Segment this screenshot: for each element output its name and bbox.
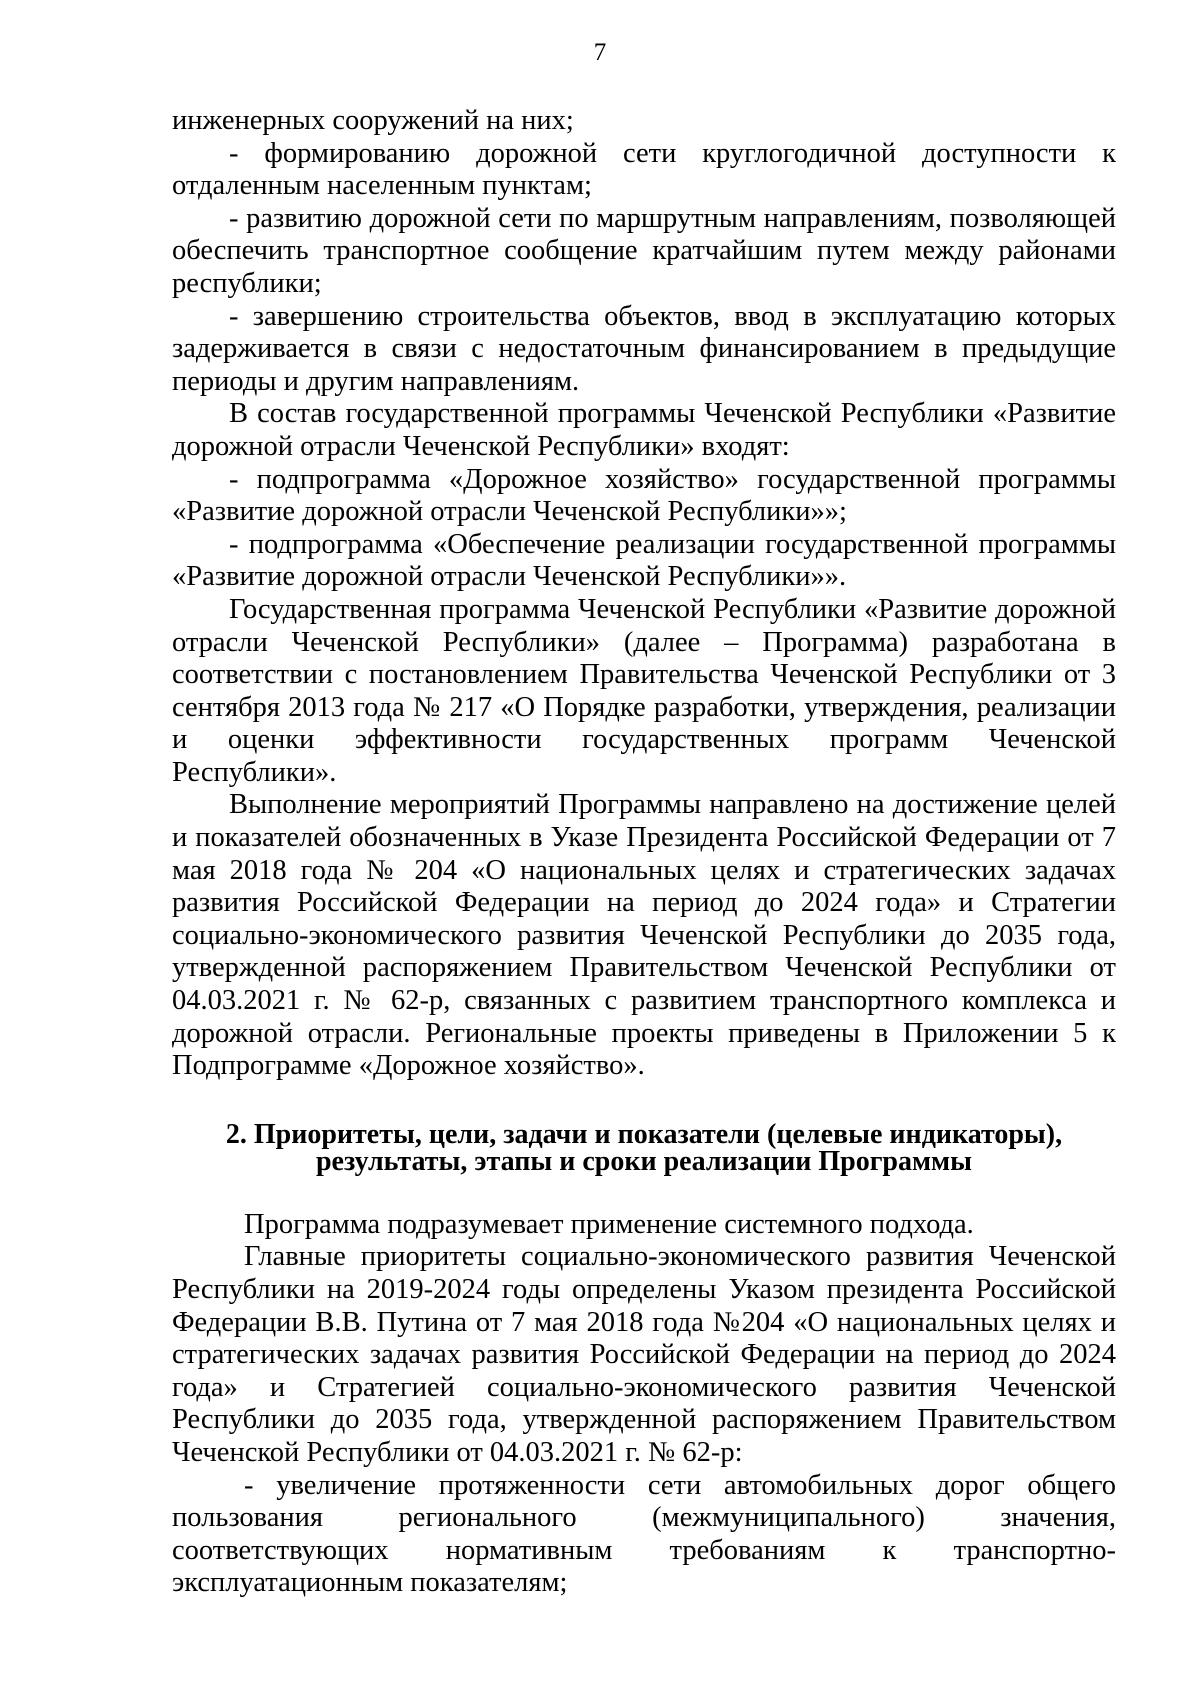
- list-item: - подпрограмма «Обеспечение реализации государственной программы «Развитие дорожной отрасли Чеченской Республики»».: [172, 528, 1116, 593]
- paragraph: В состав государственной программы Чеченской Республики «Развитие дорожной отрасли Чеченской Республики» входят:: [172, 398, 1116, 462]
- paragraph: инженерных сооружений на них;: [172, 105, 574, 136]
- list-item: - увеличение протяженности сети автомобильных дорог общего пользования регионального (межмуниципального) значения, соответствующих нормативным требованиям к транспортно-эксплуатационным показателям;: [172, 1469, 1116, 1599]
- list-item: - формированию дорожной сети круглогодичной доступности к отдаленным населенным пунктам;: [172, 137, 1116, 202]
- section-heading-line: 2. Приоритеты, цели, задачи и показатели (целевые индикаторы),: [225, 1118, 1063, 1150]
- list-item: - завершению строительства объектов, ввод в эксплуатацию которых задерживается в связи с недостаточным финансированием в предыдущие периоды и другим направлениям.: [172, 300, 1116, 397]
- list-item: - подпрограмма «Дорожное хозяйство» государственной программы «Развитие дорожной отрасли Чеченской Республики»»;: [172, 463, 1116, 528]
- paragraph: Главные приоритеты социально-экономического развития Чеченской Республики на 2019-2024 годы определены Указом президента Российской Федерации В.В. Путина от 7 мая 2018 года №204 «О национальных целях и стратегических задачах развития Российской Федерации на период до 2024 года» и Стратегией социально-экономического развития Чеченской Республики до 2035 года, утвержденной распоряжением Правительством Чеченской Республики от 04.03.2021 г. № 62-р:: [172, 1241, 1116, 1468]
- document-body: [172, 105, 1116, 1600]
- paragraph: Государственная программа Чеченской Республики «Развитие дорожной отрасли Чеченской Республики» (далее – Программа) разработана в соответствии с постановлением Правительства Чеченской Республики от 3 сентября 2013 года № 217 «О Порядке разработки, утверждения, реализации и оценки эффективности государственных программ Чеченской Республики».: [172, 593, 1116, 788]
- section-heading-line: результаты, этапы и сроки реализации Программы: [315, 1145, 972, 1177]
- paragraph: Программа подразумевает применение системного подхода.: [244, 1208, 974, 1240]
- page-number: 7: [593, 39, 607, 66]
- section-heading: [172, 1118, 1116, 1177]
- list-item: - развитию дорожной сети по маршрутным направлениям, позволяющей обеспечить транспортное сообщение кратчайшим путем между районами республики;: [172, 202, 1116, 299]
- paragraph: Выполнение мероприятий Программы направлено на достижение целей и показателей обозначенных в Указе Президента Российской Федерации от 7 мая 2018 года № 204 «О национальных целях и стратегических задачах развития Российской Федерации на период до 2024 года» и Стратегии социально-экономического развития Чеченской Республики до 2035 года, утвержденной распоряжением Правительством Чеченской Республики от 04.03.2021 г. № 62-р, связанных с развитием транспортного комплекса и дорожной отрасли. Региональные проекты приведены в Приложении 5 к Подпрограмме «Дорожное хозяйство».: [172, 789, 1116, 1082]
